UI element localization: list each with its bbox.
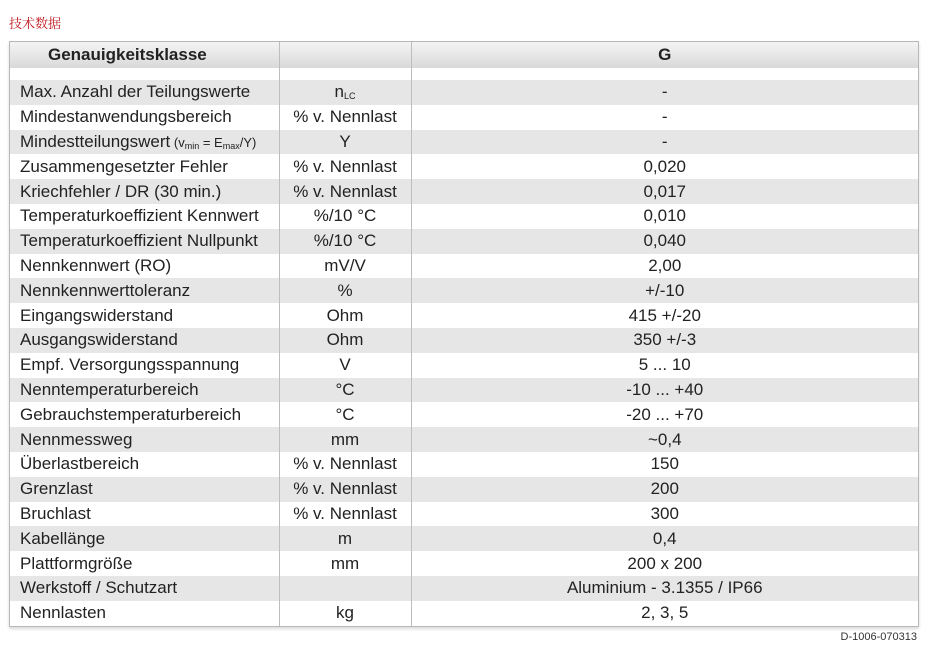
parameter-value: 2, 3, 5 [411,601,918,626]
parameter-unit: %/10 °C [279,204,411,229]
parameter-unit: % v. Nennlast [279,452,411,477]
parameter-value: ~0,4 [411,427,918,452]
parameter-unit: kg [279,601,411,626]
parameter-unit: % v. Nennlast [279,179,411,204]
table-row [10,130,918,155]
parameter-value: 415 +/-20 [411,303,918,328]
parameter-unit: °C [279,378,411,403]
unit-subscript: LC [343,91,356,102]
header-unit [279,42,411,68]
parameter-name [10,154,279,179]
parameter-value: 200 [411,477,918,502]
parameter-name [10,526,279,551]
parameter-label: Überlastbereich [20,454,140,474]
section-title: 技术数据 [9,16,62,31]
table-row [10,427,918,452]
parameter-name [10,576,279,601]
parameter-value: -20 ... +70 [411,402,918,427]
parameter-label: Mindestteilungswert [20,131,171,151]
tech-data-table [9,41,919,627]
parameter-label: Nennkennwerttoleranz [20,280,191,300]
parameter-unit: mm [279,427,411,452]
parameter-name [10,353,279,378]
parameter-value: 2,00 [411,254,918,279]
note-part: /Y) [239,134,257,150]
parameter-unit: % [279,278,411,303]
header-accuracy-class: Genauigkeitsklasse [10,42,279,68]
parameter-name [10,477,279,502]
parameter-label: Plattformgröße [20,553,133,573]
table-header [10,42,918,68]
parameter-value: 200 x 200 [411,551,918,576]
parameter-label: Temperaturkoeffizient Kennwert [20,206,259,226]
parameter-label: Empf. Versorgungsspannung [20,355,240,375]
parameter-label: Grenzlast [20,479,93,499]
spacer-row [10,68,918,80]
parameter-name [10,502,279,527]
parameter-value: 0,010 [411,204,918,229]
parameter-name [10,254,279,279]
parameter-name [10,328,279,353]
table-row [10,229,918,254]
parameter-value: 0,020 [411,154,918,179]
parameter-label: Nennkennwert (RO) [20,255,172,275]
table-row [10,477,918,502]
unit-base: n [334,82,344,102]
parameter-name [10,105,279,130]
note-part: min [184,140,200,151]
table-row [10,576,918,601]
parameter-name [10,303,279,328]
parameter-unit: m [279,526,411,551]
parameter-name [10,452,279,477]
parameter-label: Nennlasten [20,603,107,623]
parameter-label: Max. Anzahl der Teilungswerte [20,82,251,102]
table-row [10,303,918,328]
parameter-unit [279,576,411,601]
parameter-unit: % v. Nennlast [279,502,411,527]
parameter-label: Zusammengesetzter Fehler [20,156,228,176]
parameter-unit: %/10 °C [279,229,411,254]
parameter-unit: V [279,353,411,378]
parameter-value: Aluminium - 3.1355 / IP66 [411,576,918,601]
parameter-unit: % v. Nennlast [279,477,411,502]
parameter-label: Kriechfehler / DR (30 min.) [20,181,222,201]
parameter-unit: Y [279,130,411,155]
parameter-name [10,601,279,626]
parameter-label: Ausgangswiderstand [20,330,178,350]
table-row [10,154,918,179]
parameter-label: Eingangswiderstand [20,305,174,325]
parameter-label: Gebrauchstemperaturbereich [20,404,242,424]
parameter-label: Nennmessweg [20,429,133,449]
document-id: D-1006-070313 [840,631,917,643]
parameter-value: - [411,105,918,130]
note-part: (v [173,134,185,150]
note-part: max [222,140,240,151]
parameter-label: Temperaturkoeffizient Nullpunkt [20,231,258,251]
table-row [10,601,918,626]
parameter-unit: Ohm [279,328,411,353]
table-row [10,278,918,303]
table-row [10,328,918,353]
parameter-name [10,80,279,105]
table-row [10,80,918,105]
parameter-value: 350 +/-3 [411,328,918,353]
parameter-name [10,427,279,452]
parameter-name [10,378,279,403]
parameter-label: Bruchlast [20,503,91,523]
table-row [10,378,918,403]
table-row [10,254,918,279]
table-row [10,353,918,378]
parameter-unit: mV/V [279,254,411,279]
header-class-value: G [411,42,918,68]
parameter-name [10,229,279,254]
parameter-name [10,278,279,303]
parameter-label: Nenntemperaturbereich [20,379,199,399]
parameter-unit: % v. Nennlast [279,154,411,179]
parameter-unit: °C [279,402,411,427]
parameter-value: 0,017 [411,179,918,204]
parameter-unit: Ohm [279,303,411,328]
parameter-label: Mindestanwendungsbereich [20,107,232,127]
table-row [10,526,918,551]
table-row [10,179,918,204]
parameter-name [10,179,279,204]
parameter-label: Werkstoff / Schutzart [20,578,178,598]
table-row [10,402,918,427]
parameter-value: 300 [411,502,918,527]
table-row [10,452,918,477]
note-part: = E [199,134,223,150]
table-row [10,551,918,576]
table-row [10,204,918,229]
parameter-name [10,130,279,155]
parameter-value: - [411,130,918,155]
table-row [10,105,918,130]
table-row [10,502,918,527]
parameter-value: 5 ... 10 [411,353,918,378]
parameter-unit [279,80,411,105]
parameter-value: - [411,80,918,105]
parameter-value: 0,4 [411,526,918,551]
parameter-value: 150 [411,452,918,477]
parameter-name [10,402,279,427]
parameter-value: +/-10 [411,278,918,303]
parameter-unit: mm [279,551,411,576]
parameter-value: -10 ... +40 [411,378,918,403]
parameter-unit: % v. Nennlast [279,105,411,130]
parameter-name [10,204,279,229]
parameter-label: Kabellänge [20,528,106,548]
parameter-note [170,135,256,150]
parameter-name [10,551,279,576]
parameter-value: 0,040 [411,229,918,254]
